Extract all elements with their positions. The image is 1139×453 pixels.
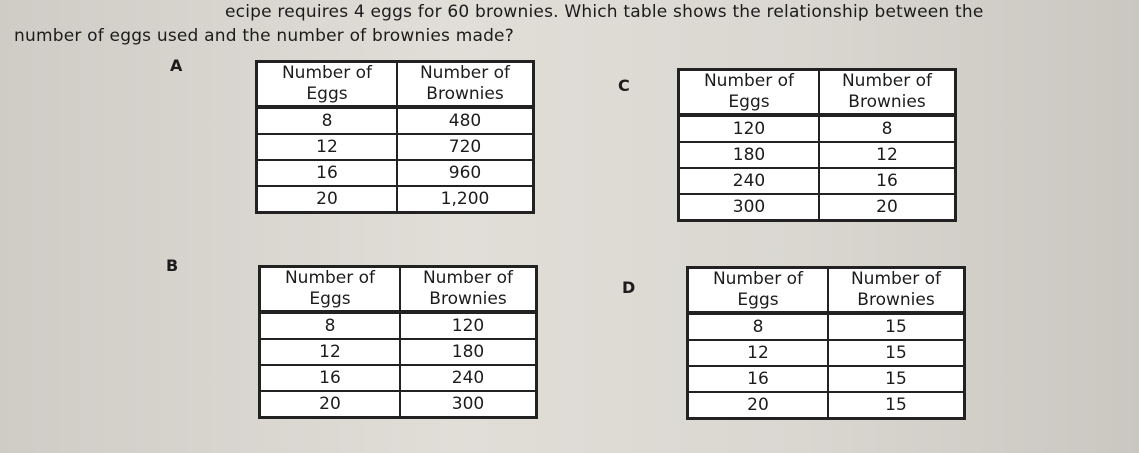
brownies-header: Number of Brownies [828,268,965,314]
table-row: 20 15 [688,392,965,419]
table-row: 16 960 [257,160,534,186]
option-d-label[interactable]: D [622,278,636,297]
table-row: 300 20 [679,194,956,221]
eggs-header: Number of Eggs [257,62,398,108]
option-b-label[interactable]: B [166,256,179,275]
brownies-header: Number of Brownies [397,62,534,108]
option-a-table[interactable] [255,60,535,214]
table-row: 8 480 [257,107,534,134]
table-row: 8 120 [260,312,537,339]
brownies-header: Number of Brownies [400,267,537,313]
table-row: 20 300 [260,391,537,418]
eggs-header: Number of Eggs [260,267,401,313]
question-line-2: number of eggs used and the number of brownies made? [14,26,514,46]
option-c-label[interactable]: C [618,76,630,95]
option-d-table[interactable] [686,266,966,420]
option-a-label[interactable]: A [170,56,183,75]
table-row: 12 15 [688,340,965,366]
table-row: 12 180 [260,339,537,365]
table-row: 20 1,200 [257,186,534,213]
table-row: 120 8 [679,115,956,142]
eggs-header: Number of Eggs [679,70,820,116]
table-row: 240 16 [679,168,956,194]
table-row: 16 15 [688,366,965,392]
question-line-1: ecipe requires 4 eggs for 60 brownies. Which table shows the relationship between the [225,2,984,22]
table-row: 8 15 [688,313,965,340]
brownies-header: Number of Brownies [819,70,956,116]
option-b-table[interactable] [258,265,538,419]
option-c-table[interactable] [677,68,957,222]
table-row: 180 12 [679,142,956,168]
eggs-header: Number of Eggs [688,268,829,314]
table-row: 12 720 [257,134,534,160]
table-row: 16 240 [260,365,537,391]
